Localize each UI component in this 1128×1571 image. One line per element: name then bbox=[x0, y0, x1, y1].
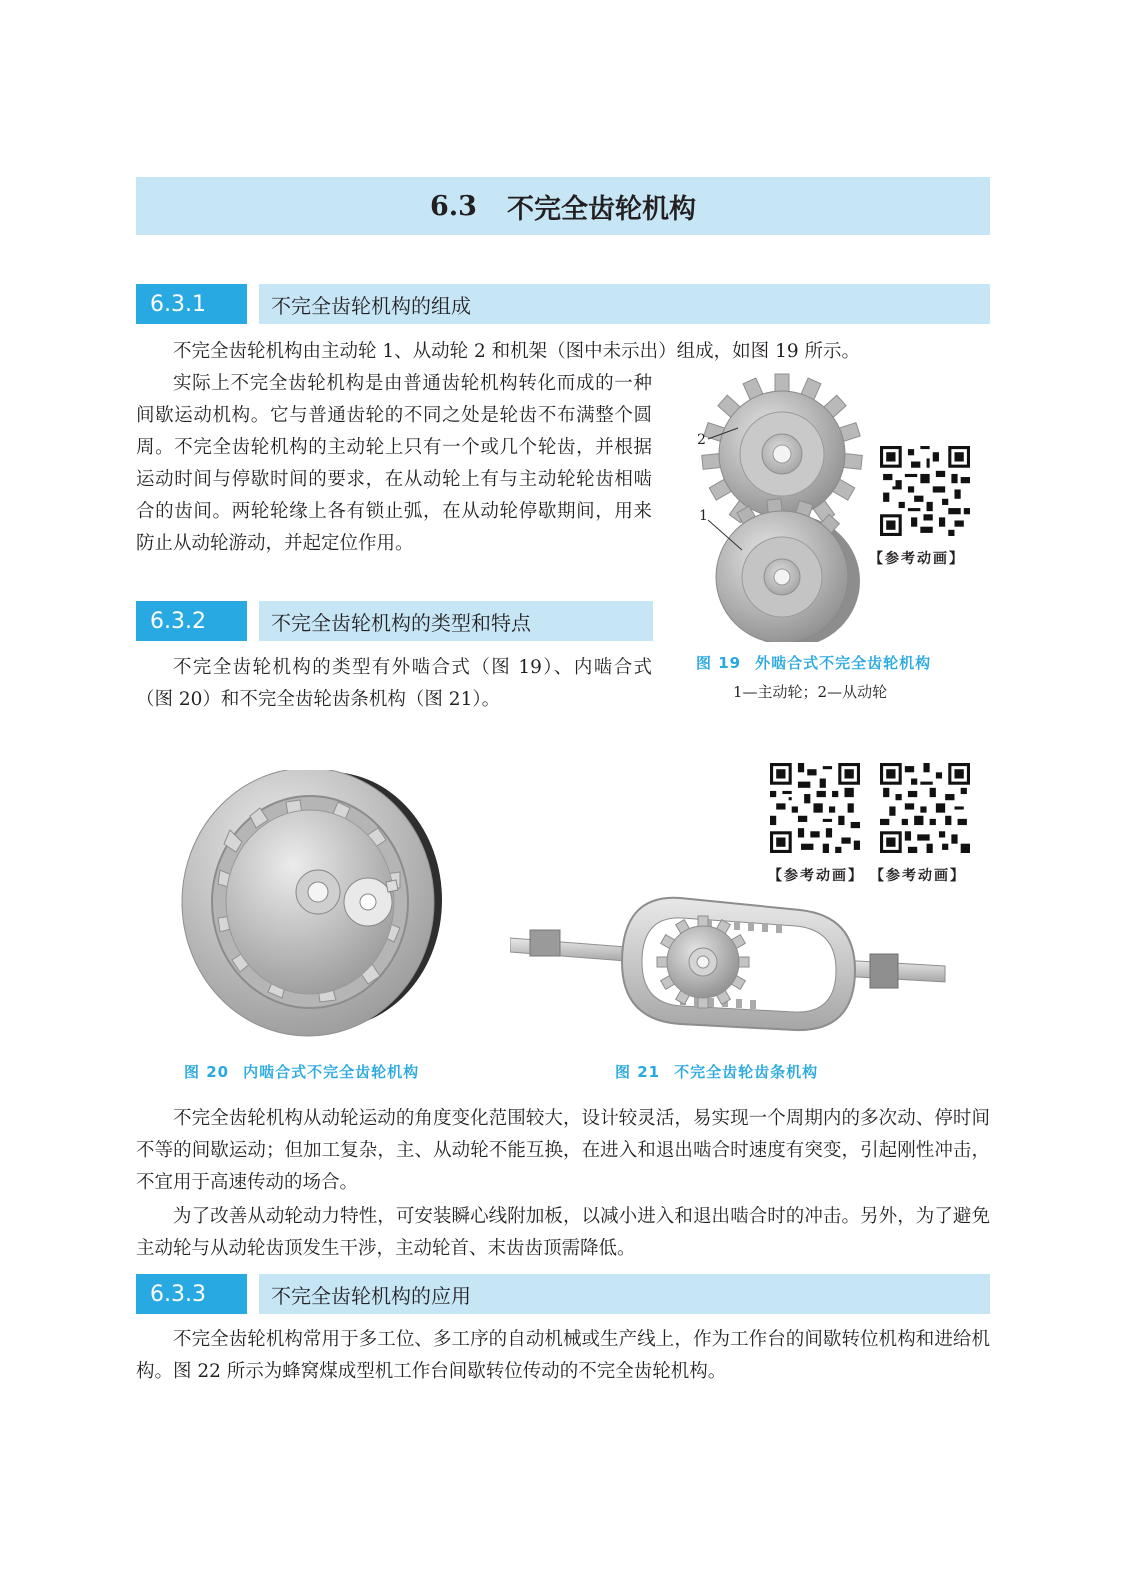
chapter-heading bbox=[136, 177, 990, 235]
section-heading-6-3-2 bbox=[136, 601, 653, 641]
figure-19-legend: 1—主动轮；2—从动轮 bbox=[733, 683, 888, 701]
chapter-number: 6.3 bbox=[430, 190, 477, 222]
section-number: 6.3.2 bbox=[136, 601, 247, 641]
figure-19-caption bbox=[696, 652, 931, 673]
figure-title: 内啮合式不完全齿轮机构 bbox=[243, 1063, 420, 1081]
figure-label: 图 21 bbox=[615, 1063, 661, 1081]
qr-code-icon[interactable] bbox=[770, 763, 860, 853]
section-title: 不完全齿轮机构的类型和特点 bbox=[259, 601, 653, 641]
figure-20-caption bbox=[184, 1061, 419, 1082]
figure-title: 外啮合式不完全齿轮机构 bbox=[755, 654, 932, 672]
paragraph-features: 不完全齿轮机构从动轮运动的角度变化范围较大，设计较灵活，易实现一个周期内的多次动、停时间不等的间歇运动；但加工复杂，主、从动轮不能互换，在进入和退出啮合时速度有突变，引起刚性冲击，不宜用于高速传动的场合。 bbox=[136, 1108, 990, 1193]
figure-title: 不完全齿轮齿条机构 bbox=[674, 1063, 819, 1081]
paragraph-types: 不完全齿轮机构的类型有外啮合式（图 19）、内啮合式（图 20）和不完全齿轮齿条机构（图 21）。 bbox=[136, 657, 652, 710]
qr-code-icon[interactable] bbox=[880, 446, 970, 536]
figure-label: 图 19 bbox=[696, 654, 742, 672]
figure-21-gear-rack bbox=[510, 890, 950, 1040]
paragraph-intermittent: 实际上不完全齿轮机构是由普通齿轮机构转化而成的一种间歇运动机构。它与普通齿轮的不同之处是轮齿不布满整个圆周。不完全齿轮机构的主动轮上只有一个或几个轮齿，并根据运动时间与停歇时间的要求，在从动轮上有与主动轮轮齿相啮合的齿间。两轮轮缘上各有锁止弧，在从动轮停歇期间，用来防止从动轮游动，并起定位作用。 bbox=[136, 373, 652, 554]
callout-2: 2 bbox=[697, 432, 706, 448]
figure-21-caption bbox=[615, 1061, 818, 1082]
figure-20-internal-gear bbox=[180, 770, 450, 1040]
callout-1: 1 bbox=[699, 508, 708, 524]
qr-label[interactable]: 【参考动画】 bbox=[870, 868, 966, 884]
figure-19-external-gears bbox=[690, 372, 870, 642]
figure-label: 图 20 bbox=[184, 1063, 230, 1081]
section-heading-6-3-1 bbox=[136, 284, 990, 324]
qr-code-icon[interactable] bbox=[880, 763, 970, 853]
chapter-title: 不完全齿轮机构 bbox=[506, 193, 696, 225]
section-heading-6-3-3 bbox=[136, 1274, 990, 1314]
section-number: 6.3.3 bbox=[136, 1274, 247, 1314]
paragraph-applications: 不完全齿轮机构常用于多工位、多工序的自动机械或生产线上，作为工作台的间歇转位机构和进给机构。图 22 所示为蜂窝煤成型机工作台间歇转位传动的不完全齿轮机构。 bbox=[136, 1329, 990, 1382]
section-title: 不完全齿轮机构的应用 bbox=[259, 1274, 990, 1314]
qr-label[interactable]: 【参考动画】 bbox=[869, 551, 965, 567]
section-title: 不完全齿轮机构的组成 bbox=[259, 284, 990, 324]
paragraph-improvement: 为了改善从动轮动力特性，可安装瞬心线附加板，以减小进入和退出啮合时的冲击。另外，为了避免主动轮与从动轮齿顶发生干涉，主动轮首、末齿齿顶需降低。 bbox=[136, 1206, 990, 1259]
section-number: 6.3.1 bbox=[136, 284, 247, 324]
qr-label[interactable]: 【参考动画】 bbox=[768, 868, 864, 884]
paragraph-composition: 不完全齿轮机构由主动轮 1、从动轮 2 和机架（图中未示出）组成，如图 19 所示。 bbox=[173, 341, 860, 362]
